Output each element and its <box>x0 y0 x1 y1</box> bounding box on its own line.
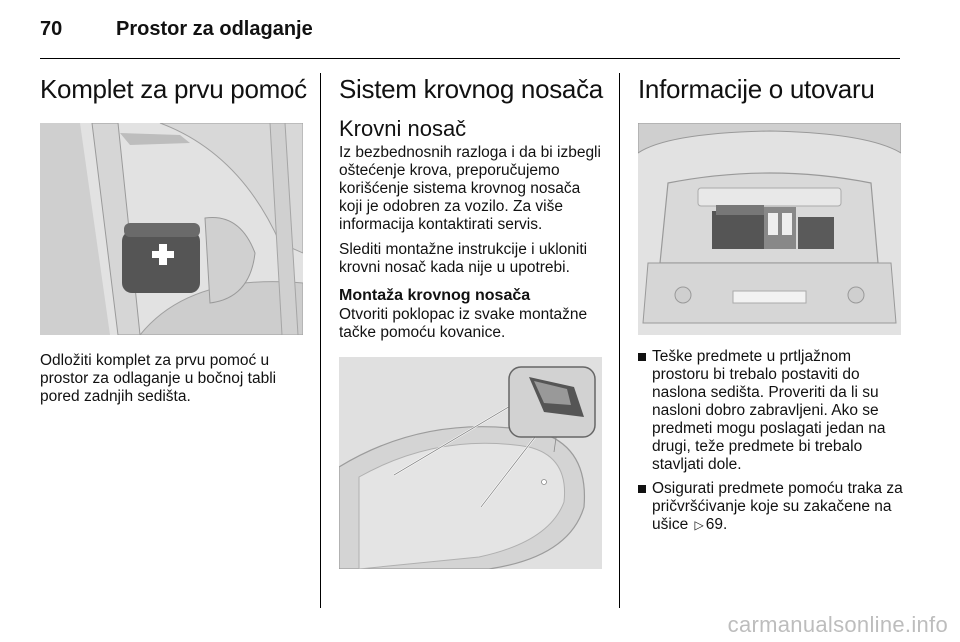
bullet-square-icon <box>638 353 646 361</box>
first-aid-paragraph: Odložiti komplet za prvu pomoć u prostor za odlaganje u bočnoj tabli pored zadnjih sedišta. <box>40 352 277 405</box>
section-heading-loading: Informacije o utovaru <box>638 74 875 104</box>
watermark: carmanualsonline.info <box>727 612 948 637</box>
subheading-roof-rack: Krovni nosač <box>339 116 467 141</box>
section-heading-first-aid: Komplet za prvu pomoć <box>40 74 307 104</box>
column-loading-info <box>638 72 903 534</box>
list-item <box>638 348 903 474</box>
bullet-text: Osigurati predmete pomoću traka za pričvršćivanje koje su zakačene na ušice <box>652 480 903 533</box>
column-roof-rack <box>339 72 605 569</box>
list-item <box>638 480 903 534</box>
roof-rack-mounting-paragraph: Otvoriti poklopac iz svake montažne tačke pomoću kovanice. <box>339 306 588 341</box>
bullet-square-icon <box>638 485 646 493</box>
column-divider-2 <box>619 73 620 608</box>
page-number: 70 <box>40 18 63 40</box>
subheading-roof-rack-mounting: Montaža krovnog nosača <box>339 287 531 304</box>
column-first-aid <box>40 72 305 406</box>
first-aid-kit-illustration <box>40 123 303 335</box>
section-heading-roof-rack: Sistem krovnog nosača <box>339 74 603 104</box>
page-reference-link[interactable]: 69. <box>705 516 728 533</box>
roof-rack-paragraph-2: Slediti montažne instrukcije i ukloniti krovni nosač kada nije u upotrebi. <box>339 241 588 276</box>
loading-bullet-list <box>638 348 903 534</box>
header-divider <box>40 58 900 59</box>
column-divider-1 <box>320 73 321 608</box>
trunk-loading-illustration <box>638 123 901 335</box>
page-reference-arrow-icon: ▷ <box>694 518 704 532</box>
bullet-text: Teške predmete u prtljažnom prostoru bi trebalo postaviti do naslona sedišta. Proveriti da li su nasloni dobro zabravljeni. Ako se predmeti mogu poslagati jedan na drugi, teže predmete bi trebalo stavljati dole. <box>652 348 886 473</box>
roof-rack-paragraph-1: Iz bezbednosnih razloga i da bi izbegli oštećenje krova, preporučujemo korišćenje sistema krovnog nosača koji je odobren za vozilo. Za više informacija kontaktirati servis. <box>339 144 601 233</box>
header-title: Prostor za odlaganje <box>116 18 313 40</box>
roof-mounting-illustration <box>339 357 602 569</box>
